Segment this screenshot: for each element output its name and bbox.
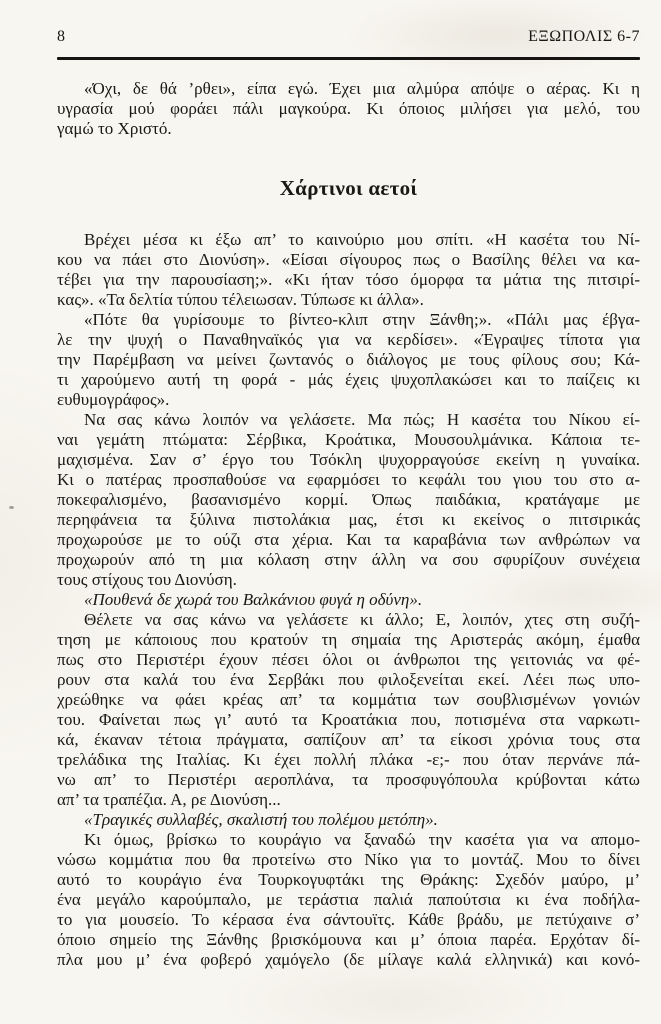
text-line: πλα μου μ’ ένα φοβερό χαμόγελο (δε μίλαγε καλά ελληνικά) και κονό- [57, 950, 640, 969]
text-line: απ’ τα τραπέζια. Α, ρε Διονύση... [57, 790, 281, 809]
text-line: ποκεφαλισμένο, βασανισμένο κορμί. Όπως παιδάκια, κρατάγαμε με [57, 490, 640, 509]
text-line: μαχισμένα. Σαν σ’ έργο του Τσόκλη ψυχορραγούσε εκείνη η γυναίκα. [57, 450, 640, 469]
paragraph [57, 79, 640, 139]
text-line: «Τραγικές συλλαβές, σκαλιστή του πολέμου μετόπη». [84, 810, 438, 829]
text-line: ναι γεμάτη πτώματα: Σέρβικα, Κροάτικα, Μουσουλμάνικα. Κάποια τε- [57, 430, 640, 449]
paragraph [57, 410, 640, 590]
article-body [57, 230, 640, 970]
text-line: προχωρούν από τη μια κόλαση στην άλλη να σου σφυρίζουν συνέχεια [57, 550, 640, 569]
text-line: νω απ’ το Περιστέρι αεροπλάνα, τα προσφυγόπουλα κρύβονται κάτω [57, 770, 640, 789]
text-line: ρουν στα καλά του ένα Σερβάκι που φιλοξενείται εκεί. Λέει πως υπο- [57, 670, 640, 689]
scan-speck [9, 506, 14, 509]
text-line: γαμώ το Χριστό. [57, 119, 172, 138]
text-line: κου να πάει στο Διονύση». «Είσαι σίγουρος πως ο Βασίλης θέλει να κα- [57, 250, 640, 269]
text-line: προχωρούσε με το ούζι στα χέρια. Και τα καραβάνια των ανθρώπων να [57, 530, 640, 549]
paragraph [57, 830, 640, 970]
text-line: «Πότε θα γυρίσουμε το βίντεο-κλιπ στην Ξάνθη;». «Πάλι μας έβγα- [84, 310, 640, 329]
lead-paragraph-container [57, 79, 640, 139]
text-line: πως στο Περιστέρι έχουν πέσει όλοι οι άνθρωποι της γειτονιάς να φέ- [57, 650, 640, 669]
quote-paragraph [57, 590, 640, 610]
text-line: την Παρέμβαση να μείνει ζωντανός ο διάλογος με τους φίλους σου; Κά- [57, 350, 640, 369]
text-line: χρεώθηκε να φάει κρέας απ’ τα κομμάτια των σουβλισμένων γονιών [57, 690, 640, 709]
page-header [57, 0, 640, 47]
text-line: Θέλετε να σας κάνω να γελάσετε κι άλλο; Ε, λοιπόν, χτες στη συζή- [84, 610, 640, 629]
text-line: όποιο σημείο της Ξάνθης βρισκόμουνα και μ’ όποια παρέα. Ερχόταν δί- [57, 930, 640, 949]
text-line: τους στίχους του Διονύση. [57, 570, 237, 589]
journal-title: ΕΞΩΠΟΛΙΣ 6-7 [528, 28, 640, 45]
text-line: Να σας κάνω λοιπόν να γελάσετε. Μα πώς; Η κασέτα του Νίκου εί- [84, 410, 640, 429]
text-line: περηφάνεια τα ξύλινα πιστολάκια μας, έτσι κι εκείνος ο πιτσιρικάς [57, 510, 640, 529]
text-line: ευθυμογράφος». [57, 390, 170, 409]
text-line: το για μουσείο. Το κέρασα ένα σάντουϊτς. Κάθε βράδυ, με πετύχαινε σ’ [57, 910, 640, 929]
header-rule [57, 57, 640, 60]
paragraph [57, 310, 640, 410]
text-line: Κι ο πατέρας προσπαθούσε να εφαρμόσει το κεφάλι του γιου του στο α- [57, 470, 640, 489]
text-line: τι χαρούμενο αυτή τη φορά - μάς έχεις ψυχοπλακώσει και το παίζεις κι [57, 370, 640, 389]
text-line: υγρασία μού φοράει πάλι μαγκούρα. Κι όποιος μιλήσει για μελό, του [57, 99, 640, 118]
text-line: Κι όμως, βρίσκω το κουράγιο να ξαναδώ την κασέτα για να απομο- [84, 830, 640, 849]
text-line: τέβει για την παρουσίαση;». «Κι ήταν τόσο όμορφα τα μάτια της πιτσιρί- [57, 270, 640, 289]
paragraph [57, 230, 640, 310]
article-title: Χάρτινοι αετοί [279, 176, 418, 200]
text-line: Βρέχει μέσα κι έξω απ’ το καινούριο μου σπίτι. «Η κασέτα του Νί- [84, 230, 640, 249]
text-line: «Πουθενά δε χωρά του Βαλκάνιου φυγά η οδύνη». [84, 590, 423, 609]
text-line: αυτό το κουράγιο ένα Τουρκογυφτάκι της Θράκης: Σχεδόν μαύρο, μ’ [57, 870, 640, 889]
text-line: «Όχι, δε θά ’ρθει», είπα εγώ. Έχει μια αλμύρα απόψε ο αέρας. Κι η [84, 79, 640, 98]
text-line: του. Φαίνεται πως γι’ αυτό τα Κροατάκια που, ποτισμένα στα ναρκωτι- [57, 710, 640, 729]
text-line: κας». «Τα δελτία τύπου τέλειωσαν. Τύπωσε κι άλλα». [57, 290, 424, 309]
text-line: ένα μεγάλο καρούμπαλο, με τεράστια παλιά παπούτσια κι ένα ποδήλα- [57, 890, 640, 909]
text-line: νώσω κομμάτια που θα προτείνω στο Νίκο για το μοντάζ. Μου το δίνει [57, 850, 640, 869]
paragraph [57, 610, 640, 810]
text-line: τρελάδικα της Ιταλίας. Κι έχει πολλή πλάκα -ε;- που όταν περνάνε πά- [57, 750, 640, 769]
page-number: 8 [57, 28, 65, 45]
text-line: κά, έκαναν τέτοια πράγματα, σαπίζουν απ’ τα είκοσι χρόνια τους στα [57, 730, 640, 749]
text-line: τηση με κάποιους που κρατούν τη σημαία της Αριστεράς ακόμη, έμαθα [57, 630, 640, 649]
quote-paragraph [57, 810, 640, 830]
text-line: λε την ψυχή ο Παναθηναϊκός για να κερδίσει». «Έγραψες τίποτα για [57, 330, 640, 349]
